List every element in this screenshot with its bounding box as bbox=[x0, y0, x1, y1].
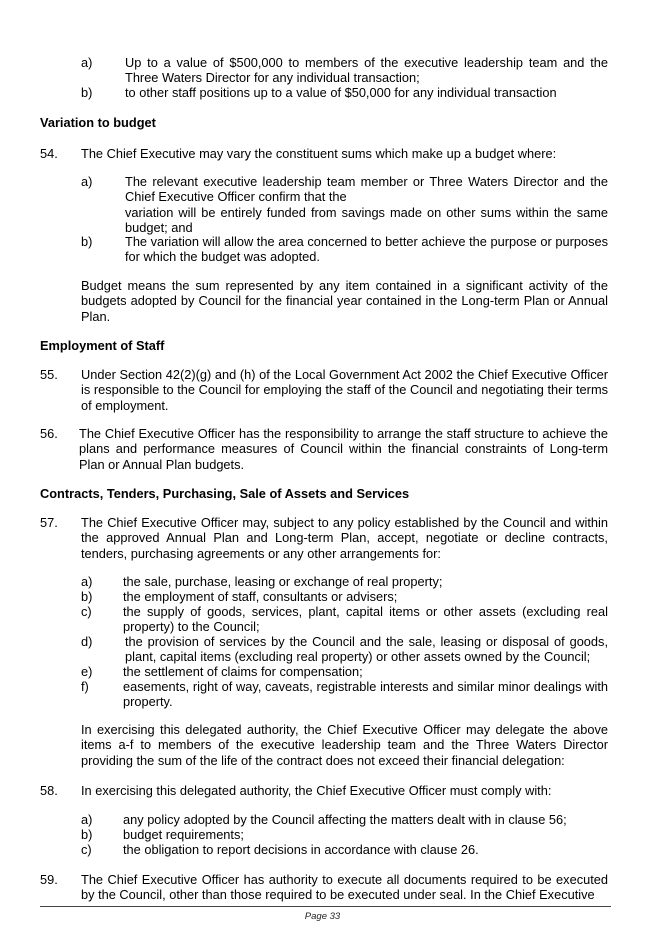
clause-text-58: In exercising this delegated authority, the Chief Executive Officer must comply with: bbox=[81, 783, 552, 798]
list-label: d) bbox=[81, 634, 93, 649]
list-item-58-b bbox=[81, 827, 608, 842]
list-label: c) bbox=[81, 842, 92, 857]
clause-57-note: In exercising this delegated authority, the Chief Executive Officer may delegate the above items a-f to members of the executive leadership team and the Three Waters Director providing the sum of the life of the contract does not exceed their financial delegation: bbox=[81, 722, 608, 768]
list-item-57-a bbox=[81, 574, 608, 589]
list-label: b) bbox=[81, 589, 93, 604]
list-label: e) bbox=[81, 664, 93, 679]
list-item-intro-a bbox=[81, 55, 608, 86]
clause-number-58: 58. bbox=[40, 783, 58, 798]
list-item-57-b bbox=[81, 589, 608, 604]
list-text: budget requirements; bbox=[123, 827, 244, 842]
footer-divider bbox=[40, 906, 611, 907]
list-text: to other staff positions up to a value of $50,000 for any individual transaction bbox=[125, 85, 557, 100]
clause-number-54: 54. bbox=[40, 146, 58, 161]
list-label: a) bbox=[81, 55, 93, 70]
list-text: any policy adopted by the Council affecting the matters dealt with in clause 56; bbox=[123, 812, 567, 827]
list-text: the employment of staff, consultants or advisers; bbox=[123, 589, 398, 604]
clause-text-55: Under Section 42(2)(g) and (h) of the Local Government Act 2002 the Chief Executive Officer is responsible to the Council for employing the staff of the Council and negotiating their terms of employment. bbox=[81, 367, 608, 413]
list-text-line: The relevant executive leadership team member or Three Waters Director and the Chief Executive Officer confirm that the bbox=[125, 174, 608, 205]
list-item-54-a bbox=[81, 174, 608, 235]
clause-text-54: The Chief Executive may vary the constituent sums which make up a budget where: bbox=[81, 146, 557, 161]
list-text: easements, right of way, caveats, registrable interests and similar minor dealings with property. bbox=[123, 679, 608, 710]
page-number: Page 33 bbox=[304, 911, 341, 922]
list-text: the obligation to report decisions in accordance with clause 26. bbox=[123, 842, 479, 857]
clause-number-57: 57. bbox=[40, 515, 58, 530]
clause-text-56: The Chief Executive Officer has the responsibility to arrange the staff structure to achieve the plans and performance measures of Council within the financial constraints of Long-term Plan or Annual Plan budgets. bbox=[79, 426, 608, 472]
clause-number-59: 59. bbox=[40, 872, 58, 887]
list-label: b) bbox=[81, 827, 93, 842]
list-item-58-a bbox=[81, 812, 608, 827]
clause-text-57: The Chief Executive Officer may, subject to any policy established by the Council and within the approved Annual Plan and Long-term Plan, accept, negotiate or decline contracts, tenders, purchasing agreements or any other arrangements for: bbox=[81, 515, 608, 561]
list-label: a) bbox=[81, 812, 93, 827]
list-text bbox=[125, 174, 608, 235]
clause-number-55: 55. bbox=[40, 367, 58, 382]
list-label: b) bbox=[81, 234, 93, 249]
list-label: b) bbox=[81, 85, 93, 100]
list-text: the settlement of claims for compensation; bbox=[123, 664, 363, 679]
list-text: Up to a value of $500,000 to members of the executive leadership team and the Three Waters Director for any individual transaction; bbox=[125, 55, 608, 86]
list-text: the supply of goods, services, plant, capital items or other assets (excluding real property) to the Council; bbox=[123, 604, 608, 635]
clause-text-59: The Chief Executive Officer has authority to execute all documents required to be executed by the Council, other than those required to be executed under seal. In the Chief Executive bbox=[81, 872, 608, 903]
list-label: a) bbox=[81, 174, 93, 189]
heading-contracts: Contracts, Tenders, Purchasing, Sale of Assets and Services bbox=[40, 486, 410, 501]
list-text-line: variation will be entirely funded from savings made on other sums within the same budget; and bbox=[125, 204, 608, 235]
heading-employment-of-staff: Employment of Staff bbox=[40, 338, 165, 353]
list-item-57-c bbox=[81, 604, 608, 635]
list-label: a) bbox=[81, 574, 93, 589]
list-text: The variation will allow the area concerned to better achieve the purpose or purposes for which the budget was adopted. bbox=[125, 234, 608, 265]
list-item-57-f bbox=[81, 679, 608, 710]
list-item-54-b bbox=[81, 234, 608, 265]
list-item-intro-b bbox=[81, 85, 608, 100]
list-text: the provision of services by the Council and the sale, leasing or disposal of goods, plant, capital items (excluding real property) or other assets owned by the Council; bbox=[125, 634, 608, 665]
list-item-57-d bbox=[81, 634, 608, 665]
list-item-57-e bbox=[81, 664, 608, 679]
list-label: f) bbox=[81, 679, 89, 694]
heading-variation-to-budget: Variation to budget bbox=[40, 115, 156, 130]
clause-number-56: 56. bbox=[40, 426, 58, 441]
budget-definition: Budget means the sum represented by any item contained in a significant activity of the budgets adopted by Council for the financial year contained in the Long-term Plan or Annual Plan. bbox=[81, 278, 608, 324]
list-text: the sale, purchase, leasing or exchange of real property; bbox=[123, 574, 443, 589]
list-item-58-c bbox=[81, 842, 608, 857]
list-label: c) bbox=[81, 604, 92, 619]
